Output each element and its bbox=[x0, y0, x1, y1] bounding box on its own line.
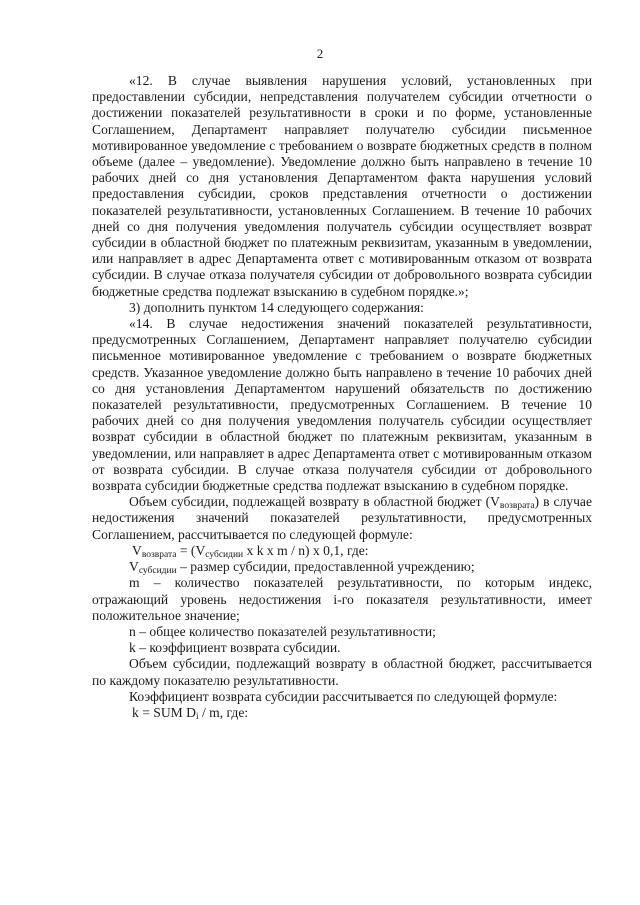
page-number: 2 bbox=[316, 46, 324, 61]
paragraph-coefficient-intro: Коэффициент возврата субсидии рассчитывается по следующей формуле: bbox=[129, 688, 558, 704]
paragraph-per-indicator: Объем субсидии, подлежащий возврату в областной бюджет, рассчитывается по каждому показателю результативности. bbox=[92, 656, 592, 688]
paragraph-volume-formula-intro: Объем субсидии, подлежащей возврату в областной бюджет $(V_{возврата})$ в случае недостижения значений показателей результативности, предусмотренных Соглашением, рассчитывается по следующей формуле: bbox=[92, 494, 593, 542]
formula-return-volume: $V_{возврата} = (V_{субсидии}$ x k x m / n) x 0,1, где: bbox=[132, 542, 369, 560]
document-body bbox=[92, 73, 592, 721]
definition-v-subsidy: $V_{субсидии}$ – размер субсидии, предоставленной учреждению; bbox=[129, 559, 475, 577]
definition-n: n – общее количество показателей результативности; bbox=[129, 623, 436, 639]
definition-k: k – коэффициент возврата субсидии. bbox=[129, 640, 341, 656]
paragraph-item-14: «14. В случае недостижения значений показателей результативности, предусмотренных Соглашением, Департамент направляет получателю субсидии письменное мотивированное уведомление с требованием о возврате бюджетных средств. Указанное уведомление должно быть направлено в течение 10 рабочих дней со дня установления Департаментом нарушений обязательств по достижению показателей результативности, предусмотренных Соглашением. В течение 10 рабочих дней со дня получения уведомления получатель субсидии осуществляет возврат субсидии в областной бюджет по платежным реквизитам, указанным в уведомлении, или направляет в адрес Департамента ответ с мотивированным отказом от возврата субсидии. В случае отказа получателя субсидии от добровольного возврата субсидии бюджетные средства подлежат взысканию в судебном порядке. bbox=[92, 316, 592, 494]
definition-m: m – количество показателей результативности, по которым индекс, отражающий уровень недостижения i-го показателя результативности, имеет положительное значение; bbox=[92, 575, 592, 623]
paragraph-item-12: «12. В случае выявления нарушения условий, установленных при предоставлении субсидии, непредставления получателем субсидии отчетности о достижении показателей результативности в сроки и по форме, установленные Соглашением, Департамент направляет получателю субсидии письменное мотивированное уведомление с требованием о возврате бюджетных средств в полном объеме (далее – уведомление). Уведомление должно быть направлено в течение 10 рабочих дней со дня установления Департаментом факта нарушения условий предоставления субсидии, сроков представления отчетности о достижении показателей результативности, установленных Соглашением. В течение 10 рабочих дней со дня получения уведомления получатель субсидии осуществляет возврат субсидии в областной бюджет по платежным реквизитам, указанным в уведомлении, или направляет в адрес Департамента ответ с мотивированным отказом от возврата субсидии. В случае отказа получателя субсидии от добровольного возврата субсидии бюджетные средства подлежат взысканию в судебном порядке.»; bbox=[92, 73, 592, 299]
formula-coefficient: k = SUM $D_i$ / m, где: bbox=[132, 704, 249, 722]
paragraph-amend-item-14: 3) дополнить пунктом 14 следующего содержания: bbox=[129, 299, 424, 315]
